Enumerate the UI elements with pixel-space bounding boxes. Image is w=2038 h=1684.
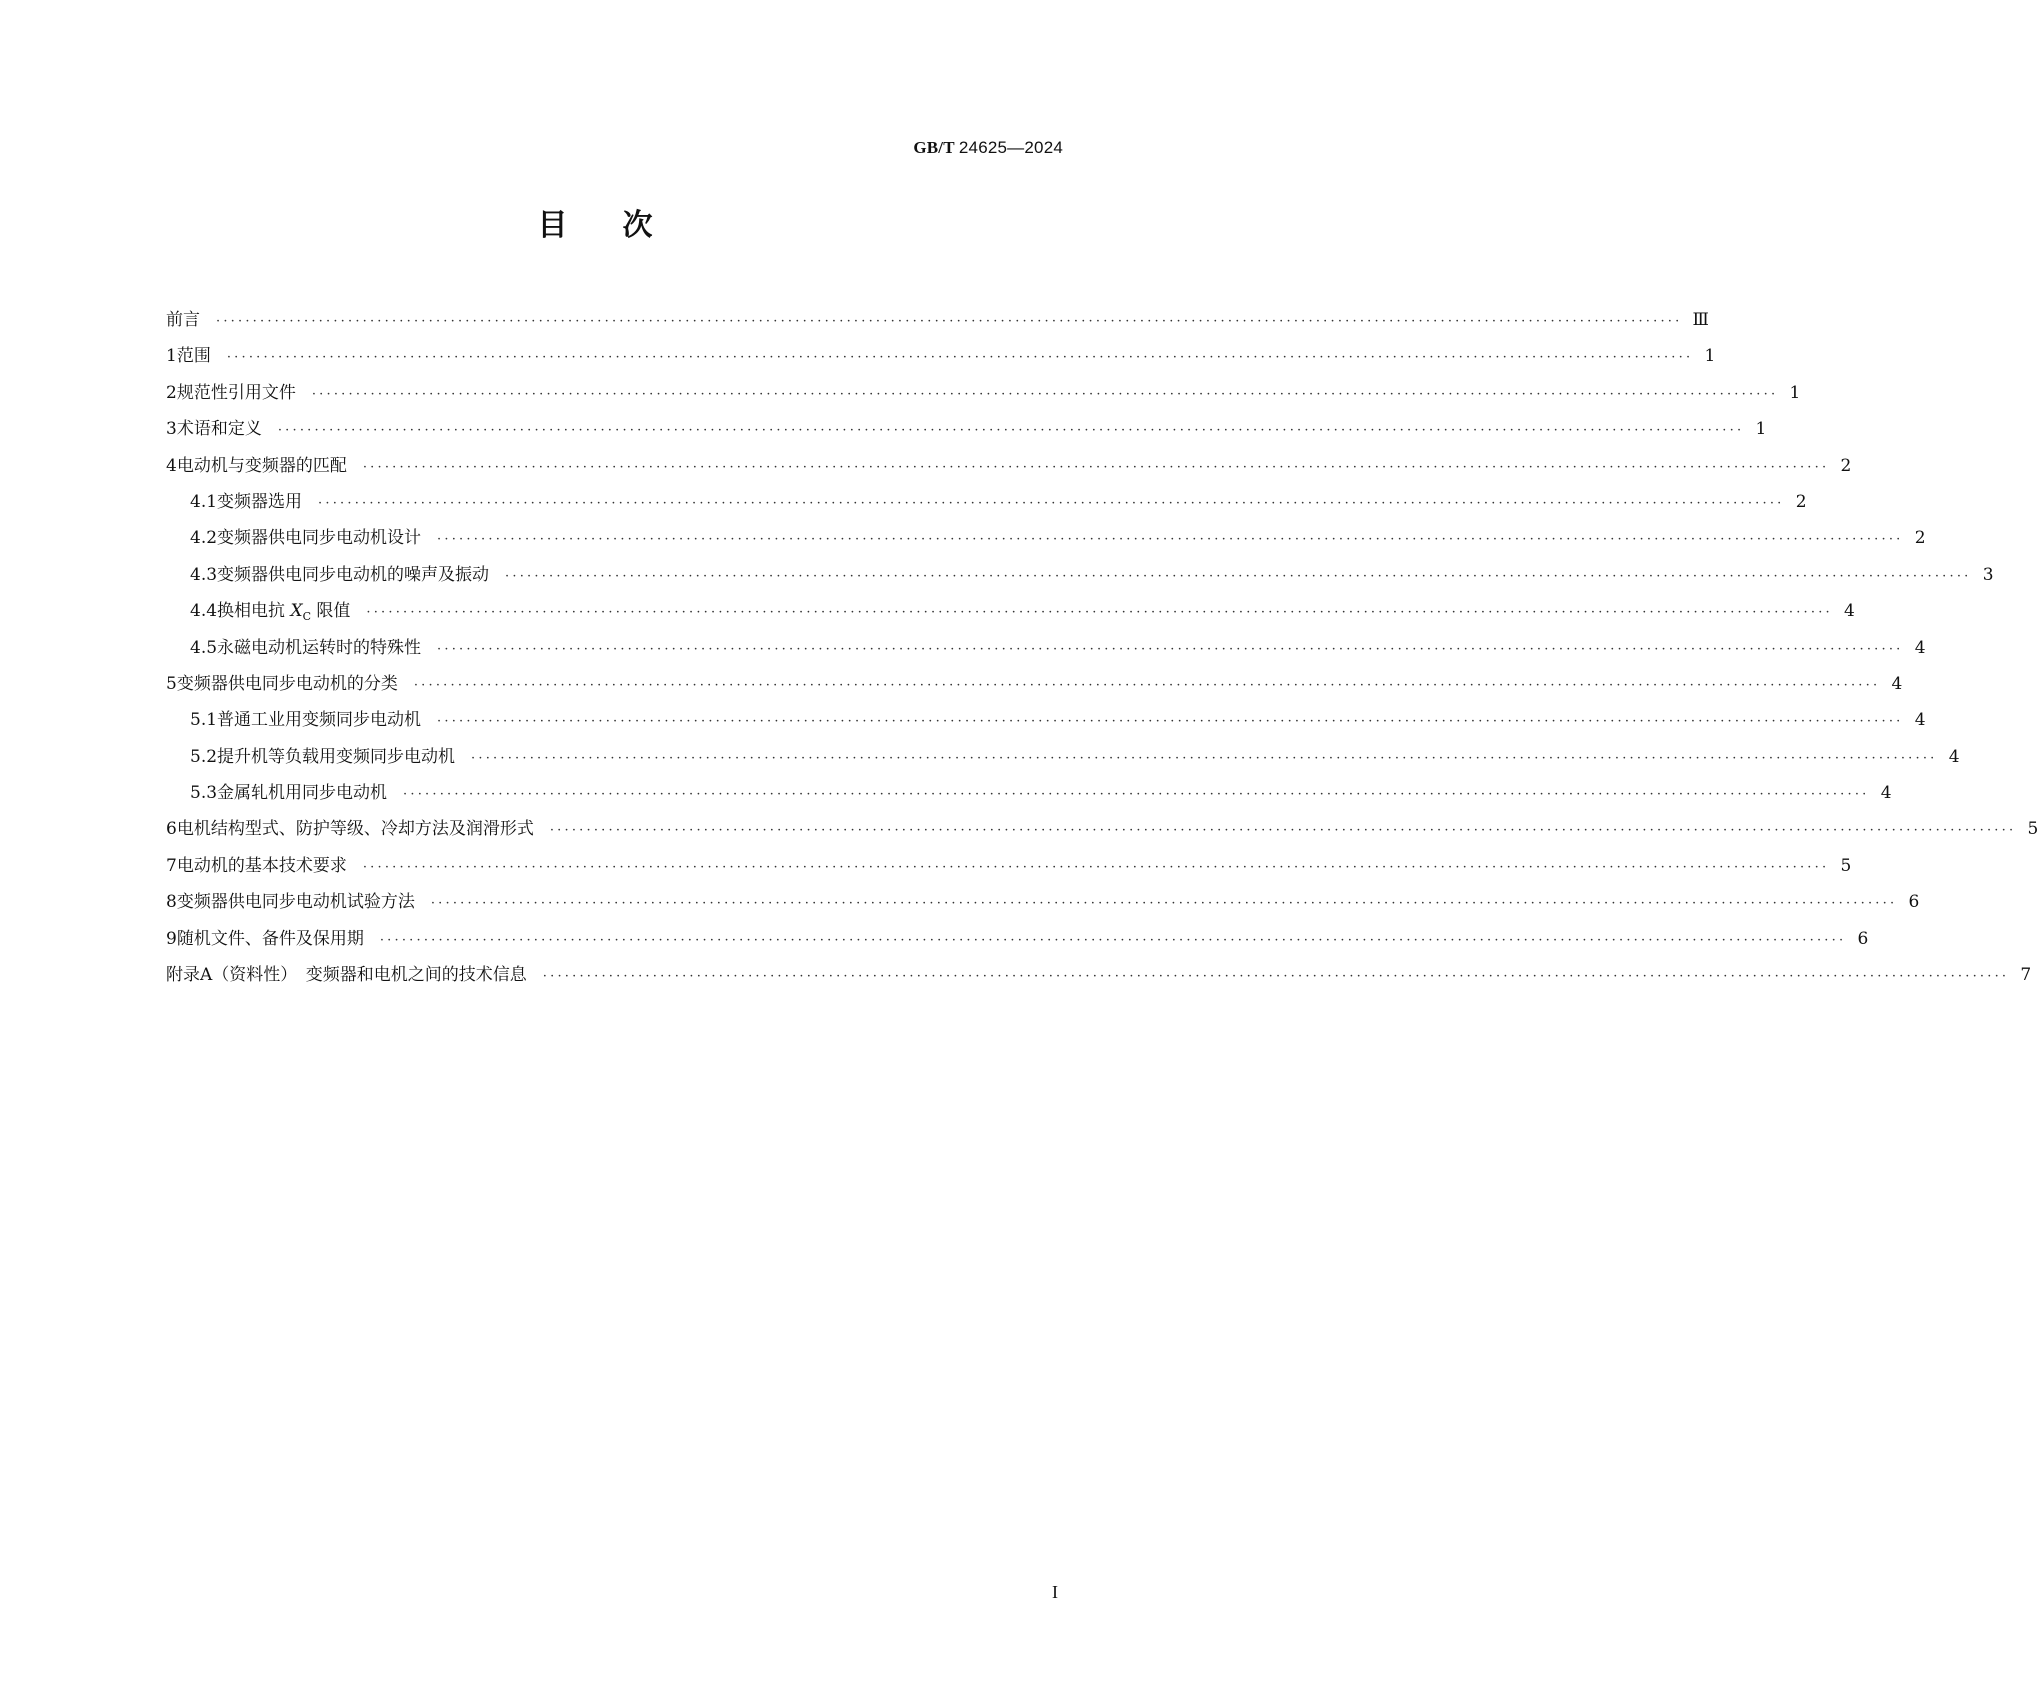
toc-label-suffix: 限值: [310, 601, 351, 622]
toc-entry-label: 随机文件、备件及保用期: [176, 928, 364, 949]
toc-entry-page: 1: [1704, 346, 1716, 367]
toc-entry-page: 7: [2020, 965, 2032, 986]
page-number: I: [1052, 1582, 1058, 1602]
toc-leader-dots: ········································································································································································································: [549, 823, 2017, 839]
toc-entry-page: 2: [1914, 528, 1926, 549]
toc-entry-label: 变频器供电同步电动机的分类: [176, 673, 398, 694]
toc-leader-dots: ········································································································································································································: [471, 750, 1938, 766]
toc-entry-page: Ⅲ: [1692, 310, 1709, 330]
toc-entry-label: 规范性引用文件: [176, 382, 296, 403]
toc-leader-dots: ········································································································································································································: [311, 386, 1779, 402]
title-char-2: 次: [622, 208, 654, 243]
toc-entry-4-2[interactable]: [166, 520, 1926, 556]
toc-entry-number: 4.5: [190, 637, 218, 658]
page-title: [0, 200, 1191, 244]
toc-leader-dots: ········································································································································································································: [413, 677, 1881, 693]
toc-entry-page: 6: [1908, 892, 1920, 913]
toc-leader-dots: ········································································································································································································: [277, 423, 1745, 439]
toc-entry-number: 2: [166, 382, 177, 403]
toc-entry-1[interactable]: [166, 338, 1716, 374]
toc-entry-4-5[interactable]: [166, 630, 1926, 666]
toc-entry-number: 1: [166, 346, 177, 367]
toc-entry-page: 3: [1982, 564, 1994, 585]
toc-entry-number: 5.1: [190, 710, 218, 731]
toc-leader-dots: ········································································································································································································: [437, 532, 1904, 548]
toc-entry-5-3[interactable]: [166, 775, 1892, 811]
toc-leader-dots: ········································································································································································································: [430, 896, 1898, 912]
toc-entry-page: 4: [1844, 601, 1855, 622]
toc-entry-number: 4.2: [190, 528, 218, 549]
toc-entry-number: 5.3: [190, 783, 218, 804]
toc-leader-dots: ········································································································································································································: [437, 641, 1904, 657]
toc-entry-number: 5.2: [190, 746, 218, 767]
toc-entry-page: 6: [1857, 928, 1869, 949]
standard-prefix: GB/T: [913, 138, 955, 157]
toc-entry-number: 5: [166, 673, 177, 694]
toc-entry-page: 4: [1914, 637, 1926, 658]
toc-entry-page: 4: [1914, 710, 1926, 731]
toc-entry-4-1[interactable]: [166, 484, 1807, 520]
toc-entry-number: 7: [166, 855, 177, 876]
toc-entry-number: 4.1: [190, 491, 218, 512]
toc-leader-dots: ········································································································································································································: [362, 459, 1830, 475]
toc-entry-6[interactable]: [166, 811, 2038, 847]
toc-entry-number: 9: [166, 928, 177, 949]
toc-entry-number: 6: [166, 819, 177, 840]
toc-label-prefix: 换相电抗: [217, 601, 291, 622]
toc-entry-label: 变频器供电同步电动机设计: [217, 528, 422, 549]
toc-entry-label: 电机结构型式、防护等级、冷却方法及润滑形式: [176, 819, 534, 840]
toc-leader-dots: ········································································································································································································: [505, 568, 1972, 584]
toc-entry-8[interactable]: [166, 884, 1920, 920]
title-char-1: 目: [537, 208, 569, 243]
toc-entry-appendix-a[interactable]: [166, 957, 2032, 993]
reactance-subscript: C: [302, 610, 311, 624]
toc-entry-page: 5: [2027, 819, 2038, 840]
toc-entry-label: 变频器供电同步电动机的噪声及振动: [217, 564, 490, 585]
toc-entry-5-2[interactable]: [166, 739, 1960, 775]
standard-number: 24625—2024: [958, 138, 1063, 157]
toc-entry-foreword[interactable]: [166, 302, 1709, 338]
toc-entry-4[interactable]: [166, 448, 1852, 484]
standard-code: [913, 138, 1063, 158]
toc-leader-dots: ········································································································································································································: [226, 350, 1694, 366]
toc-entry-number: 4.4: [190, 601, 218, 622]
toc-entry-number: 4: [166, 455, 177, 476]
toc-entry-label: 附录A（资料性） 变频器和电机之间的技术信息: [166, 965, 527, 986]
toc-entry-page: 2: [1795, 491, 1807, 512]
toc-leader-dots: ········································································································································································································: [542, 969, 2010, 985]
toc-entry-label: 永磁电动机运转时的特殊性: [217, 637, 422, 658]
toc-leader-dots: ········································································································································································································: [216, 314, 1683, 329]
toc-entry-label: 变频器供电同步电动机试验方法: [176, 892, 415, 913]
toc-entry-label: 电动机与变频器的匹配: [176, 455, 347, 476]
toc-entry-number: 8: [166, 892, 177, 913]
toc-entry-page: 1: [1755, 419, 1767, 440]
toc-entry-4-3[interactable]: [166, 557, 1994, 593]
toc-entry-2[interactable]: [166, 375, 1801, 411]
toc-entry-label: 电动机的基本技术要求: [176, 855, 347, 876]
toc-entry-5[interactable]: [166, 666, 1903, 702]
toc-entry-label: 前言: [166, 310, 200, 330]
toc-entry-5-1[interactable]: [166, 702, 1926, 738]
toc-entry-label: 普通工业用变频同步电动机: [217, 710, 422, 731]
toc-entry-page: 2: [1840, 455, 1852, 476]
toc-entry-number: 3: [166, 419, 177, 440]
toc-entry-label: 提升机等负载用变频同步电动机: [217, 746, 456, 767]
toc-leader-dots: ········································································································································································································: [362, 859, 1830, 875]
toc-leader-dots: ········································································································································································································: [318, 495, 1785, 511]
toc-entry-7[interactable]: [166, 848, 1852, 884]
toc-entry-label: 变频器选用: [217, 491, 303, 512]
reactance-symbol: X: [290, 601, 303, 622]
toc-entry-page: 5: [1840, 855, 1852, 876]
toc-entry-page: 4: [1880, 783, 1892, 804]
toc-entry-page: 4: [1891, 673, 1903, 694]
toc-leader-dots: ········································································································································································································: [437, 714, 1904, 730]
toc-entry-9[interactable]: [166, 921, 1869, 957]
toc-leader-dots: ········································································································································································································: [379, 932, 1847, 948]
toc-entry-4-4[interactable]: [166, 593, 1855, 629]
toc-entry-page: 4: [1948, 746, 1960, 767]
toc-leader-dots: ········································································································································································································: [403, 787, 1870, 803]
toc-entry-label: 金属轧机用同步电动机: [217, 783, 388, 804]
toc-leader-dots: ········································································································································································································: [366, 605, 1833, 621]
table-of-contents: [166, 302, 2038, 993]
toc-entry-number: 4.3: [190, 564, 218, 585]
toc-entry-3[interactable]: [166, 411, 1767, 447]
toc-entry-page: 1: [1789, 382, 1801, 403]
toc-entry-label: 术语和定义: [176, 419, 262, 440]
toc-entry-label: 范围: [176, 346, 211, 367]
